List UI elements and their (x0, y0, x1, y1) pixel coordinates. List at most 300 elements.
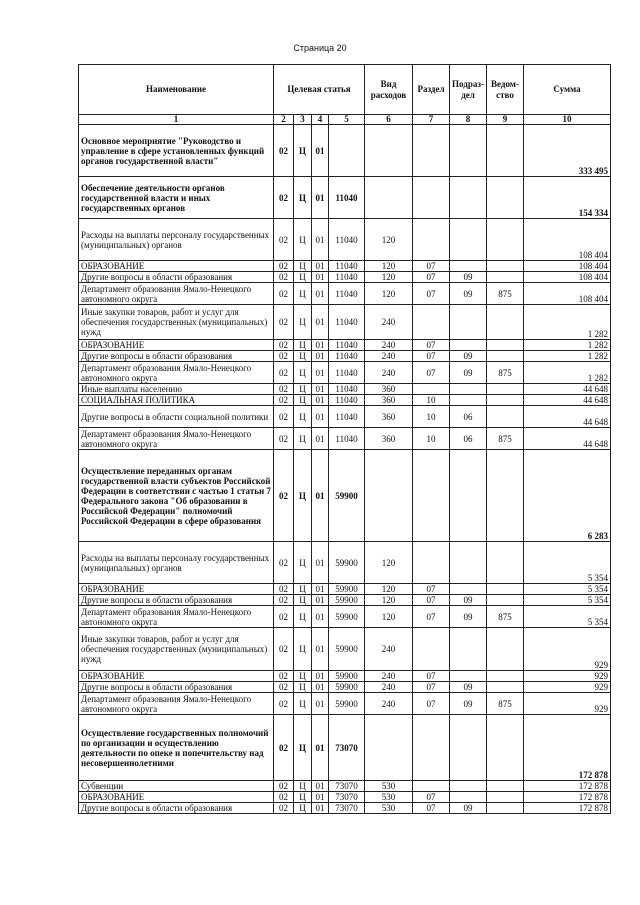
header-row (79, 65, 611, 115)
amount: 5 354 (524, 595, 611, 606)
target-program: 02 (274, 682, 294, 693)
amount: 5 354 (524, 584, 611, 595)
table-row (79, 628, 611, 671)
expense-type: 120 (365, 283, 413, 305)
target-direction: 11040 (329, 340, 365, 351)
amount: 108 404 (524, 272, 611, 283)
amount: 172 878 (524, 803, 611, 814)
expense-type (365, 450, 413, 542)
subsection: 09 (450, 606, 487, 628)
target-program: 02 (274, 781, 294, 792)
subsection (450, 384, 487, 395)
subsection (450, 340, 487, 351)
section: 07 (413, 261, 450, 272)
amount: 929 (524, 628, 611, 671)
target-event: 01 (312, 606, 329, 628)
expense-type: 360 (365, 384, 413, 395)
target-program: 02 (274, 693, 294, 715)
table-row (79, 693, 611, 715)
header-section: Раздел (413, 65, 450, 115)
row-name: Иные закупки товаров, работ и услуг для обеспечения государственных (муниципальных) нужд (79, 305, 274, 340)
target-event: 01 (312, 219, 329, 261)
target-direction: 59900 (329, 682, 365, 693)
target-event: 01 (312, 584, 329, 595)
section: 07 (413, 584, 450, 595)
target-direction: 11040 (329, 351, 365, 362)
amount: 1 282 (524, 340, 611, 351)
budget-table (78, 64, 611, 814)
table-row (79, 450, 611, 542)
subsection (450, 542, 487, 584)
subsection (450, 261, 487, 272)
expense-type: 120 (365, 584, 413, 595)
subsection (450, 671, 487, 682)
subsection (450, 715, 487, 781)
expense-type: 240 (365, 340, 413, 351)
amount: 5 354 (524, 542, 611, 584)
header-target: Целевая статья (274, 65, 365, 115)
target-event: 01 (312, 305, 329, 340)
target-subprogram: Ц (294, 792, 312, 803)
target-direction: 73070 (329, 792, 365, 803)
target-subprogram: Ц (294, 219, 312, 261)
target-program: 02 (274, 305, 294, 340)
target-program: 02 (274, 340, 294, 351)
target-subprogram: Ц (294, 671, 312, 682)
section (413, 219, 450, 261)
target-direction: 59900 (329, 628, 365, 671)
column-number: 4 (312, 115, 329, 125)
expense-type: 240 (365, 693, 413, 715)
target-program: 02 (274, 362, 294, 384)
column-number: 3 (294, 115, 312, 125)
subsection: 06 (450, 406, 487, 428)
table-row (79, 682, 611, 693)
column-number: 1 (79, 115, 274, 125)
target-event: 01 (312, 595, 329, 606)
target-direction: 11040 (329, 305, 365, 340)
amount: 44 648 (524, 395, 611, 406)
section (413, 125, 450, 177)
target-event: 01 (312, 177, 329, 219)
expense-type (365, 177, 413, 219)
department-code: 875 (487, 606, 524, 628)
section: 07 (413, 272, 450, 283)
row-name: Другие вопросы в области образования (79, 682, 274, 693)
expense-type: 530 (365, 803, 413, 814)
target-direction: 11040 (329, 395, 365, 406)
amount: 108 404 (524, 219, 611, 261)
row-name: Иные закупки товаров, работ и услуг для обеспечения государственных (муниципальных) нужд (79, 628, 274, 671)
target-subprogram: Ц (294, 781, 312, 792)
column-numbers-row (79, 115, 611, 125)
target-program: 02 (274, 792, 294, 803)
expense-type: 530 (365, 781, 413, 792)
row-name: ОБРАЗОВАНИЕ (79, 584, 274, 595)
target-subprogram: Ц (294, 351, 312, 362)
section: 07 (413, 671, 450, 682)
row-name: Иные выплаты населению (79, 384, 274, 395)
target-direction: 11040 (329, 219, 365, 261)
target-subprogram: Ц (294, 682, 312, 693)
target-subprogram: Ц (294, 340, 312, 351)
target-subprogram: Ц (294, 803, 312, 814)
target-direction: 59900 (329, 595, 365, 606)
column-number: 2 (274, 115, 294, 125)
target-program: 02 (274, 450, 294, 542)
target-event: 01 (312, 715, 329, 781)
amount: 333 495 (524, 125, 611, 177)
table-row (79, 283, 611, 305)
table-row (79, 584, 611, 595)
target-subprogram: Ц (294, 261, 312, 272)
target-program: 02 (274, 272, 294, 283)
section: 10 (413, 406, 450, 428)
subsection: 09 (450, 283, 487, 305)
table-row (79, 125, 611, 177)
target-event: 01 (312, 682, 329, 693)
target-subprogram: Ц (294, 272, 312, 283)
table-row (79, 384, 611, 395)
subsection (450, 219, 487, 261)
subsection: 09 (450, 803, 487, 814)
target-direction: 73070 (329, 715, 365, 781)
subsection (450, 628, 487, 671)
row-name: Другие вопросы в области образования (79, 595, 274, 606)
expense-type: 530 (365, 792, 413, 803)
table-row (79, 305, 611, 340)
amount: 44 648 (524, 428, 611, 450)
column-number: 10 (524, 115, 611, 125)
target-program: 02 (274, 428, 294, 450)
target-event: 01 (312, 792, 329, 803)
header-name: Наименование (79, 65, 274, 115)
column-number: 9 (487, 115, 524, 125)
page-label: Страница 20 (293, 43, 347, 53)
department-code (487, 261, 524, 272)
target-direction: 73070 (329, 781, 365, 792)
expense-type: 240 (365, 362, 413, 384)
target-event: 01 (312, 395, 329, 406)
target-event: 01 (312, 803, 329, 814)
amount: 1 282 (524, 305, 611, 340)
subsection: 06 (450, 428, 487, 450)
subsection (450, 177, 487, 219)
expense-type: 120 (365, 606, 413, 628)
expense-type: 240 (365, 671, 413, 682)
expense-type: 240 (365, 305, 413, 340)
target-direction: 59900 (329, 606, 365, 628)
target-direction: 59900 (329, 671, 365, 682)
target-subprogram: Ц (294, 125, 312, 177)
target-program: 02 (274, 283, 294, 305)
target-program: 02 (274, 542, 294, 584)
section (413, 305, 450, 340)
row-name: Осуществление государственных полномочий по организации и осуществлению деятельности по опеке и попечительству над несовершеннолетними (79, 715, 274, 781)
section (413, 542, 450, 584)
section (413, 628, 450, 671)
target-program: 02 (274, 595, 294, 606)
subsection: 09 (450, 362, 487, 384)
expense-type: 120 (365, 272, 413, 283)
target-direction: 11040 (329, 261, 365, 272)
section: 10 (413, 395, 450, 406)
table-row (79, 715, 611, 781)
expense-type: 360 (365, 428, 413, 450)
section: 07 (413, 693, 450, 715)
amount: 154 334 (524, 177, 611, 219)
target-program: 02 (274, 715, 294, 781)
target-program: 02 (274, 803, 294, 814)
subsection: 09 (450, 272, 487, 283)
amount: 929 (524, 682, 611, 693)
expense-type: 120 (365, 219, 413, 261)
column-number: 7 (413, 115, 450, 125)
target-event: 01 (312, 671, 329, 682)
department-code: 875 (487, 693, 524, 715)
target-event: 01 (312, 428, 329, 450)
target-direction: 11040 (329, 283, 365, 305)
target-program: 02 (274, 406, 294, 428)
table-row (79, 351, 611, 362)
target-event: 01 (312, 693, 329, 715)
amount: 172 878 (524, 781, 611, 792)
table-row (79, 395, 611, 406)
target-program: 02 (274, 584, 294, 595)
section: 07 (413, 351, 450, 362)
section (413, 384, 450, 395)
target-direction: 11040 (329, 272, 365, 283)
target-subprogram: Ц (294, 606, 312, 628)
target-program: 02 (274, 261, 294, 272)
target-program: 02 (274, 671, 294, 682)
header-department: Ведом-ство (487, 65, 524, 115)
row-name: Основное мероприятие "Руководство и управление в сфере установленных функций органов государственной власти" (79, 125, 274, 177)
target-event: 01 (312, 283, 329, 305)
target-subprogram: Ц (294, 395, 312, 406)
amount: 172 878 (524, 715, 611, 781)
row-name: Другие вопросы в области образования (79, 351, 274, 362)
expense-type: 240 (365, 682, 413, 693)
target-subprogram: Ц (294, 715, 312, 781)
target-program: 02 (274, 351, 294, 362)
table-row (79, 781, 611, 792)
target-event: 01 (312, 781, 329, 792)
row-name: Субвенции (79, 781, 274, 792)
column-number: 6 (365, 115, 413, 125)
target-event: 01 (312, 406, 329, 428)
target-event: 01 (312, 362, 329, 384)
expense-type: 240 (365, 351, 413, 362)
target-subprogram: Ц (294, 177, 312, 219)
expense-type: 120 (365, 261, 413, 272)
column-number: 8 (450, 115, 487, 125)
amount: 108 404 (524, 283, 611, 305)
target-program: 02 (274, 606, 294, 628)
target-event: 01 (312, 272, 329, 283)
target-subprogram: Ц (294, 693, 312, 715)
table-row (79, 340, 611, 351)
table-row (79, 362, 611, 384)
target-program: 02 (274, 125, 294, 177)
department-code: 875 (487, 362, 524, 384)
target-event: 01 (312, 542, 329, 584)
department-code (487, 584, 524, 595)
section: 07 (413, 340, 450, 351)
subsection (450, 450, 487, 542)
target-program: 02 (274, 219, 294, 261)
amount: 929 (524, 671, 611, 682)
target-direction (329, 125, 365, 177)
department-code (487, 671, 524, 682)
row-name: ОБРАЗОВАНИЕ (79, 792, 274, 803)
subsection: 09 (450, 682, 487, 693)
expense-type: 360 (365, 406, 413, 428)
target-direction: 11040 (329, 406, 365, 428)
target-subprogram: Ц (294, 305, 312, 340)
subsection (450, 781, 487, 792)
expense-type: 240 (365, 628, 413, 671)
department-code (487, 792, 524, 803)
department-code (487, 595, 524, 606)
row-name: Департамент образования Ямало-Ненецкого автономного округа (79, 606, 274, 628)
subsection: 09 (450, 595, 487, 606)
table-row (79, 177, 611, 219)
target-program: 02 (274, 384, 294, 395)
expense-type (365, 715, 413, 781)
department-code (487, 305, 524, 340)
department-code (487, 125, 524, 177)
target-subprogram: Ц (294, 542, 312, 584)
section (413, 781, 450, 792)
department-code (487, 682, 524, 693)
target-direction: 11040 (329, 177, 365, 219)
department-code (487, 781, 524, 792)
table-row (79, 803, 611, 814)
table-body (79, 125, 611, 814)
target-direction: 59900 (329, 542, 365, 584)
department-code (487, 406, 524, 428)
row-name: Департамент образования Ямало-Ненецкого автономного округа (79, 283, 274, 305)
target-subprogram: Ц (294, 283, 312, 305)
row-name: Департамент образования Ямало-Ненецкого автономного округа (79, 428, 274, 450)
department-code: 875 (487, 283, 524, 305)
amount: 44 648 (524, 384, 611, 395)
department-code (487, 340, 524, 351)
section (413, 450, 450, 542)
target-direction: 59900 (329, 584, 365, 595)
row-name: Расходы на выплаты персоналу государственных (муниципальных) органов (79, 542, 274, 584)
department-code (487, 450, 524, 542)
table-row (79, 261, 611, 272)
amount: 1 282 (524, 362, 611, 384)
row-name: ОБРАЗОВАНИЕ (79, 340, 274, 351)
department-code (487, 628, 524, 671)
section: 07 (413, 595, 450, 606)
row-name: Другие вопросы в области образования (79, 272, 274, 283)
expense-type: 120 (365, 542, 413, 584)
department-code (487, 803, 524, 814)
department-code (487, 395, 524, 406)
subsection (450, 305, 487, 340)
department-code (487, 542, 524, 584)
amount: 172 878 (524, 792, 611, 803)
target-subprogram: Ц (294, 406, 312, 428)
column-number: 5 (329, 115, 365, 125)
subsection: 09 (450, 693, 487, 715)
target-event: 01 (312, 351, 329, 362)
row-name: Другие вопросы в области образования (79, 803, 274, 814)
target-direction: 59900 (329, 693, 365, 715)
table-row (79, 671, 611, 682)
header-subsection: Подраз-дел (450, 65, 487, 115)
department-code (487, 715, 524, 781)
row-name: Осуществление переданных органам государственной власти субъектов Российской Федерации в соответствии с частью 1 статьи 7 Федерального закона "Об образовании в Российской Федерации" полномочий Российской Федерации в сфере образования (79, 450, 274, 542)
expense-type (365, 125, 413, 177)
target-program: 02 (274, 395, 294, 406)
target-program: 02 (274, 628, 294, 671)
target-event: 01 (312, 450, 329, 542)
target-direction: 59900 (329, 450, 365, 542)
amount: 929 (524, 693, 611, 715)
section: 10 (413, 428, 450, 450)
expense-type: 120 (365, 595, 413, 606)
department-code (487, 384, 524, 395)
section: 07 (413, 803, 450, 814)
department-code: 875 (487, 428, 524, 450)
row-name: Обеспечение деятельности органов государственной власти и иных государственных органов (79, 177, 274, 219)
section (413, 715, 450, 781)
subsection (450, 125, 487, 177)
section: 07 (413, 283, 450, 305)
table-row (79, 792, 611, 803)
target-event: 01 (312, 125, 329, 177)
amount: 108 404 (524, 261, 611, 272)
section (413, 177, 450, 219)
row-name: Департамент образования Ямало-Ненецкого автономного округа (79, 693, 274, 715)
target-program: 02 (274, 177, 294, 219)
target-direction: 11040 (329, 384, 365, 395)
target-subprogram: Ц (294, 384, 312, 395)
target-subprogram: Ц (294, 362, 312, 384)
target-direction: 73070 (329, 803, 365, 814)
department-code (487, 351, 524, 362)
section: 07 (413, 606, 450, 628)
subsection (450, 395, 487, 406)
target-subprogram: Ц (294, 428, 312, 450)
table-row (79, 272, 611, 283)
target-event: 01 (312, 384, 329, 395)
target-direction: 11040 (329, 362, 365, 384)
amount: 1 282 (524, 351, 611, 362)
target-direction: 11040 (329, 428, 365, 450)
section: 07 (413, 362, 450, 384)
subsection (450, 792, 487, 803)
expense-type: 360 (365, 395, 413, 406)
target-event: 01 (312, 340, 329, 351)
target-subprogram: Ц (294, 595, 312, 606)
table-row (79, 219, 611, 261)
row-name: ОБРАЗОВАНИЕ (79, 671, 274, 682)
amount: 6 283 (524, 450, 611, 542)
department-code (487, 177, 524, 219)
table-row (79, 428, 611, 450)
row-name: Расходы на выплаты персоналу государственных (муниципальных) органов (79, 219, 274, 261)
row-name: Департамент образования Ямало-Ненецкого автономного округа (79, 362, 274, 384)
department-code (487, 219, 524, 261)
table-row (79, 595, 611, 606)
section: 07 (413, 792, 450, 803)
